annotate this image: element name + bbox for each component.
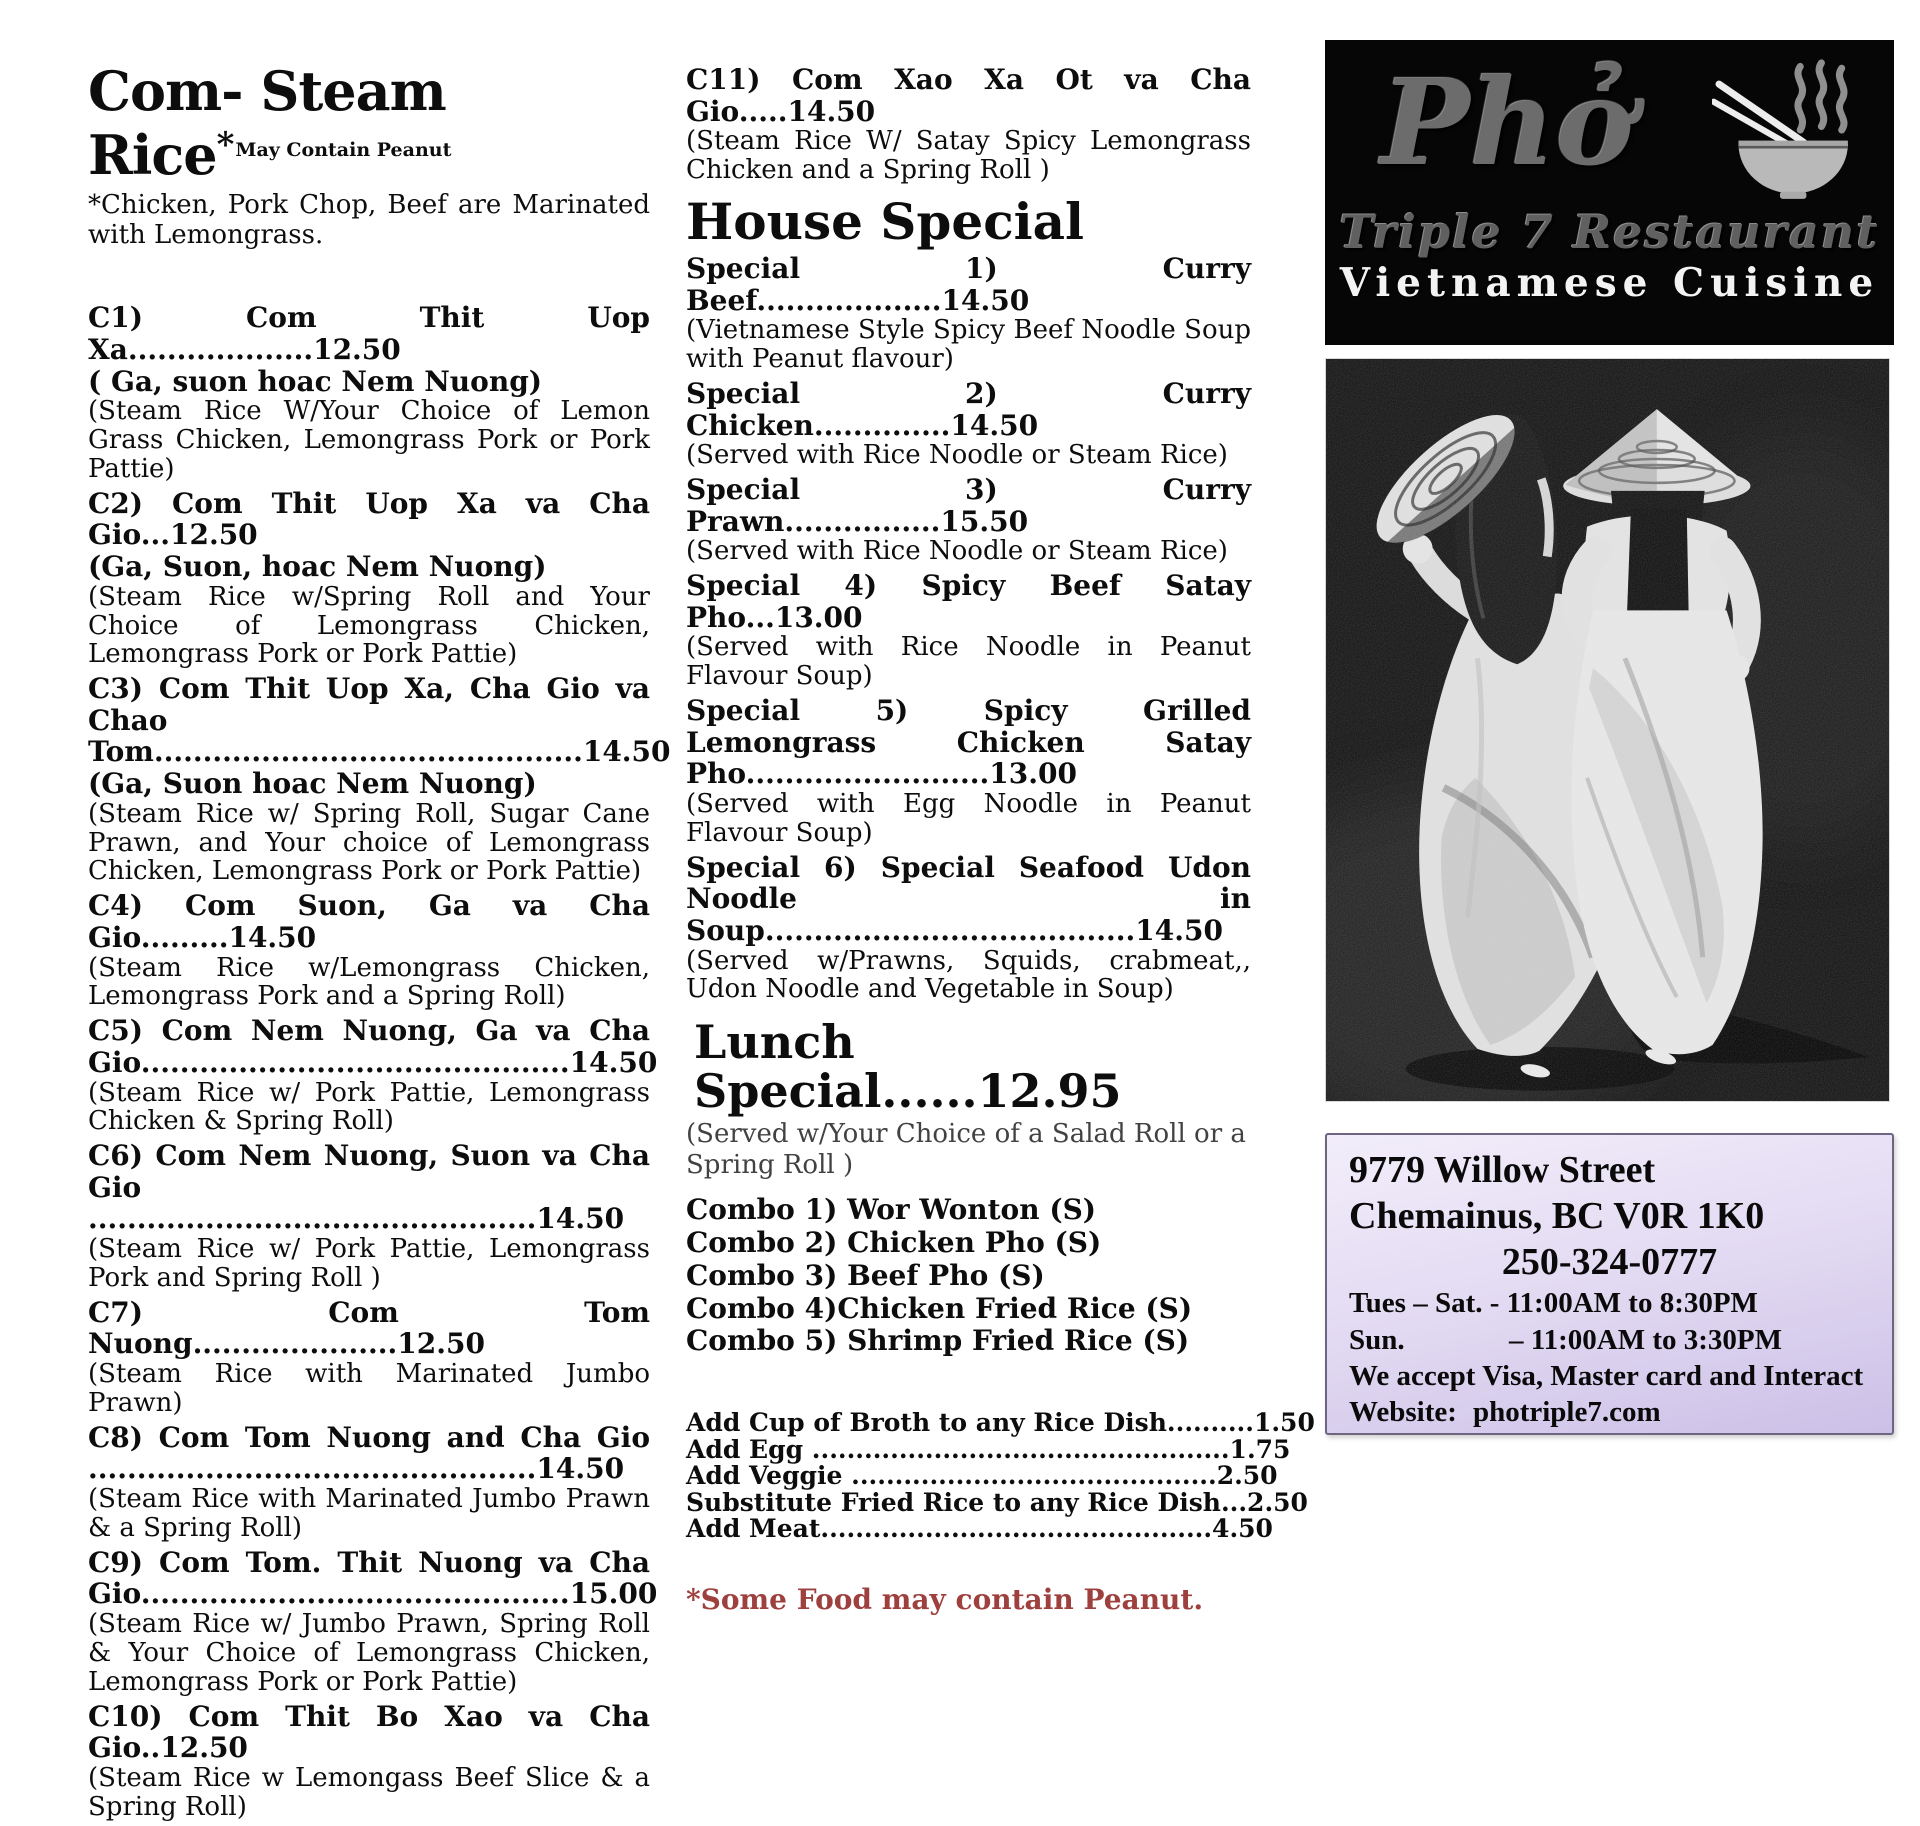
menu-item-desc: (Steam Rice w/ Pork Pattie, Lemongrass Pork and Spring Roll ) <box>88 1234 650 1293</box>
address-line-1: 9779 Willow Street <box>1349 1149 1656 1191</box>
lunch-special-heading: Lunch Special......12.95 <box>694 1015 1122 1118</box>
section-title-com-steam-rice <box>88 59 650 187</box>
add-on-line-veggie: Add Veggie ..........................................2.50 <box>686 1461 1278 1490</box>
menu-item-special-4 <box>686 570 1251 691</box>
peanut-superscript <box>217 114 452 167</box>
website-line <box>1349 1394 1870 1430</box>
menu-item-c4 <box>88 890 650 1011</box>
add-on-line-meat: Add Meat.............................................4.50 <box>686 1514 1273 1543</box>
house-special-heading: House Special <box>686 191 1085 251</box>
menu-item-title: Special 3) Curry Prawn................15.50 <box>686 473 1251 538</box>
hours-day-label: Sun. <box>1349 1323 1405 1356</box>
menu-item-desc: (Steam Rice W/Your Choice of Lemon Grass Chicken, Lemongrass Pork or Pork Pattie) <box>88 396 650 484</box>
logo-restaurant-name: Triple 7 Restaurant <box>1339 205 1880 259</box>
combo-line-2: Combo 2) Chicken Pho (S) <box>686 1226 1102 1259</box>
menu-item-subtitle: (Ga, Suon hoac Nem Nuong) <box>88 767 537 801</box>
menu-item-c11 <box>686 64 1251 185</box>
menu-item-desc: (Served with Rice Noodle in Peanut Flavour Soup) <box>686 632 1251 692</box>
phone-number: 250-324-0777 <box>1501 1240 1718 1283</box>
menu-item-title: C10) Com Thit Bo Xao va Cha Gio..12.50 <box>88 1699 650 1765</box>
add-on-line-substitute: Substitute Fried Rice to any Rice Dish...2.50 <box>686 1487 1308 1517</box>
menu-item-special-5 <box>686 695 1251 848</box>
menu-item-title: Special 2) Curry Chicken..............14.50 <box>686 376 1251 442</box>
menu-item-desc: (Vietnamese Style Spicy Beef Noodle Soup with Peanut flavour) <box>686 315 1251 375</box>
menu-item-c5 <box>88 1014 658 1137</box>
aodai-artwork-svg <box>1326 359 1889 1101</box>
may-contain-peanut-note: May Contain Peanut <box>235 139 452 161</box>
menu-item-c9 <box>88 1545 658 1697</box>
add-on-line-broth: Add Cup of Broth to any Rice Dish..........1.50 <box>686 1408 1315 1437</box>
menu-item-special-6 <box>686 852 1251 1005</box>
hours-line-2 <box>1349 1322 1870 1358</box>
menu-item-desc: (Steam Rice w/ Pork Pattie, Lemongrass Chicken & Spring Roll) <box>88 1077 650 1137</box>
menu-item-subtitle: (Ga, Suon, hoac Nem Nuong) <box>88 550 547 584</box>
combo-line-1: Combo 1) Wor Wonton (S) <box>686 1193 1097 1227</box>
menu-item-subtitle: ( Ga, suon hoac Nem Nuong) <box>88 364 543 398</box>
menu-item-c1 <box>88 302 650 483</box>
menu-item-c3 <box>88 672 671 887</box>
menu-item-title: C5) Com Nem Nuong, Ga va Cha Gio............................................14.50 <box>88 1014 658 1079</box>
peanut-warning-note: *Some Food may contain Peanut. <box>686 1582 1204 1616</box>
hours-line-1: Tues – Sat. - 11:00AM to 8:30PM <box>1349 1287 1758 1320</box>
menu-item-title: C3) Com Thit Uop Xa, Cha Gio va Chao Tom............................................14.50 <box>88 672 671 769</box>
menu-item-c10 <box>88 1701 650 1822</box>
menu-item-c2 <box>88 488 650 669</box>
menu-item-desc: (Served w/Prawns, Squids, crabmeat,, Udon Noodle and Vegetable in Soup) <box>686 945 1251 1005</box>
menu-item-desc: (Steam Rice w/Spring Roll and Your Choice of Lemongrass Chicken, Lemongrass Pork or Pork Pattie) <box>88 581 650 670</box>
website-label: Website: <box>1349 1396 1457 1429</box>
menu-item-special-1 <box>686 253 1251 374</box>
restaurant-logo <box>1325 40 1894 345</box>
address-line-2: Chemainus, BC V0R 1K0 <box>1349 1195 1765 1238</box>
asterisk-mark: * <box>216 125 234 165</box>
hours-time-value: – 11:00AM to 3:30PM <box>1509 1323 1783 1356</box>
menu-item-title: C8) Com Tom Nuong and Cha Gio ..............................................14.50 <box>88 1420 650 1486</box>
menu-item-special-2 <box>686 378 1251 470</box>
aodai-artwork-image <box>1325 358 1890 1102</box>
menu-item-desc: (Served with Rice Noodle or Steam Rice) <box>686 440 1228 471</box>
combo-line-4: Combo 4)Chicken Fried Rice (S) <box>686 1291 1193 1325</box>
menu-item-desc: (Served with Rice Noodle or Steam Rice) <box>686 536 1228 567</box>
logo-top-row <box>1325 40 1894 212</box>
menu-item-title: Special 6) Special Seafood Udon Noodle in Soup......................................14.50 <box>686 850 1251 947</box>
menu-item-title: Special 1) Curry Beef...................14.50 <box>686 251 1251 317</box>
logo-cuisine-line: Vietnamese Cuisine <box>1339 260 1880 307</box>
payment-line: We accept Visa, Master card and Interact <box>1349 1359 1864 1392</box>
menu-item-special-3 <box>686 474 1251 566</box>
menu-item-desc: (Steam Rice W/ Satay Spicy Lemongrass Chicken and a Spring Roll ) <box>686 126 1251 186</box>
menu-item-title: C9) Com Tom. Thit Nuong va Cha Gio............................................15.00 <box>88 1545 658 1611</box>
menu-item-title: C1) Com Thit Uop Xa...................12.50 <box>88 301 650 366</box>
website-url: photriple7.com <box>1472 1396 1661 1429</box>
combo-line-5: Combo 5) Shrimp Fried Rice (S) <box>686 1324 1190 1358</box>
menu-item-c8 <box>88 1422 650 1543</box>
menu-item-desc: (Steam Rice w/Lemongrass Chicken, Lemongrass Pork and a Spring Roll) <box>88 952 650 1012</box>
menu-item-title: C2) Com Thit Uop Xa va Cha Gio...12.50 <box>88 486 650 552</box>
pho-bowl-icon <box>1712 50 1862 210</box>
menu-item-desc: (Steam Rice with Marinated Jumbo Prawn & a Spring Roll) <box>88 1484 650 1543</box>
add-ons-block <box>686 1408 1315 1543</box>
menu-item-title: C11) Com Xao Xa Ot va Cha Gio.....14.50 <box>686 63 1251 128</box>
menu-item-desc: (Steam Rice w/ Jumbo Prawn, Spring Roll & Your Choice of Lemongrass Chicken, Lemongrass Pork or Pork Pattie) <box>88 1609 650 1697</box>
steam-rice-column <box>88 59 671 1826</box>
menu-item-c7 <box>88 1297 650 1418</box>
menu-item-c6 <box>88 1140 650 1293</box>
menu-item-title: C6) Com Nem Nuong, Suon va Cha Gio ..............................................14.50 <box>88 1139 650 1236</box>
contact-info-box <box>1325 1133 1894 1435</box>
menu-item-desc: (Steam Rice w/ Spring Roll, Sugar Cane Prawn, and Your choice of Lemongrass Chicken, Lemongrass Pork or Pork Pattie) <box>88 798 650 887</box>
menu-item-title: Special 5) Spicy Grilled Lemongrass Chicken Satay Pho.........................13.00 <box>686 694 1251 791</box>
section-title-text: Com- Steam Rice <box>88 59 446 187</box>
logo-pho-text: Phở <box>1381 53 1635 192</box>
menu-item-title: C4) Com Suon, Ga va Cha Gio.........14.50 <box>88 889 650 954</box>
menu-item-desc: (Steam Rice with Marinated Jumbo Prawn) <box>88 1359 650 1418</box>
menu-item-desc: (Steam Rice w Lemongass Beef Slice & a Spring Roll) <box>88 1762 650 1822</box>
add-on-line-egg: Add Egg ................................................1.75 <box>686 1434 1291 1464</box>
menu-item-title: C7) Com Tom Nuong.....................12.50 <box>88 1295 650 1361</box>
menu-item-desc: (Served with Egg Noodle in Peanut Flavour Soup) <box>686 789 1251 848</box>
combo-line-3: Combo 3) Beef Pho (S) <box>686 1258 1045 1292</box>
marinade-intro-text: *Chicken, Pork Chop, Beef are Marinated with Lemongrass. <box>88 190 650 251</box>
menu-item-title: Special 4) Spicy Beef Satay Pho...13.00 <box>686 569 1251 634</box>
lunch-special-subtitle: (Served w/Your Choice of a Salad Roll or a Spring Roll ) <box>686 1118 1246 1180</box>
specials-column <box>686 63 1315 1616</box>
